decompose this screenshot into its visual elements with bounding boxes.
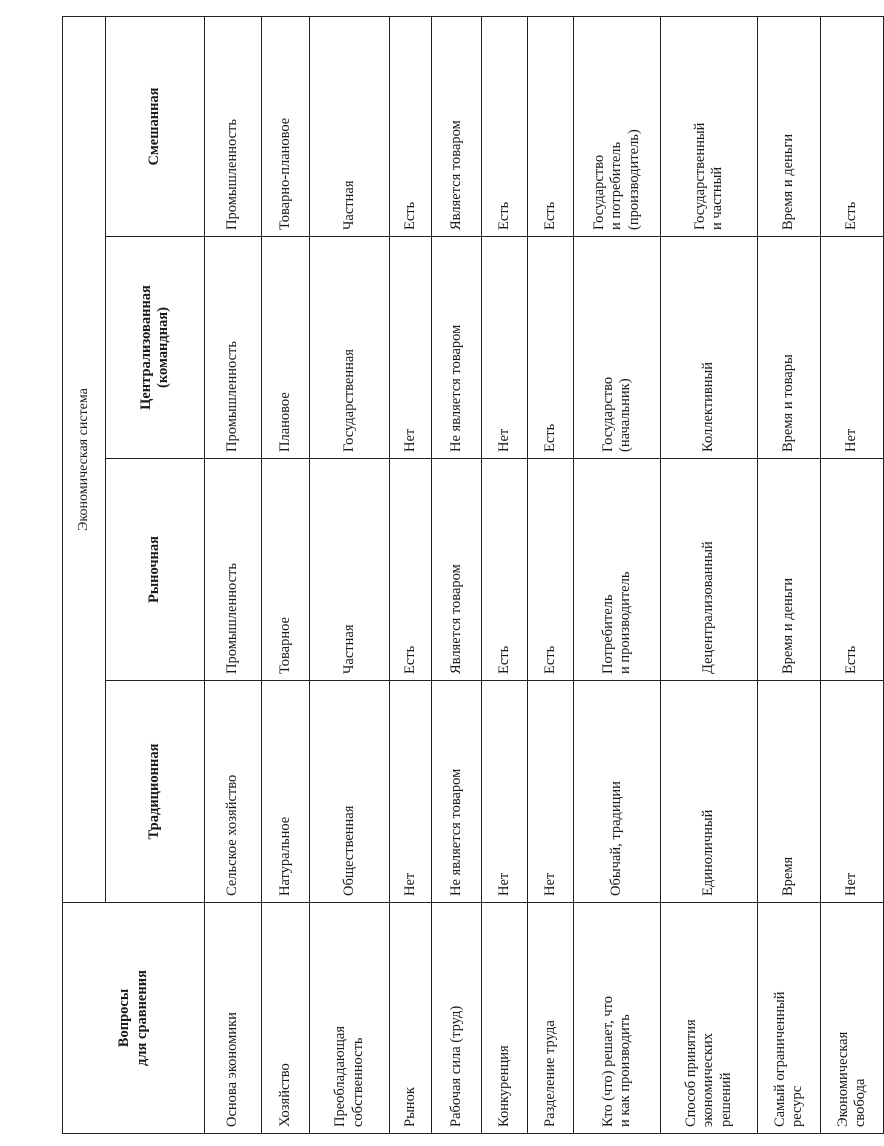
cell-market: Частная (310, 459, 390, 681)
cell-mixed: Частная (310, 16, 390, 236)
cell-command: Государство (начальник) (574, 237, 661, 459)
cell-command: Нет (390, 237, 432, 459)
cell-traditional: Нет (482, 681, 528, 903)
header-market: Рыночная (106, 459, 205, 681)
header-traditional: Традиционная (106, 681, 205, 903)
header-command: Централизованная (командная) (106, 237, 205, 459)
table-row (390, 16, 432, 1133)
row-question: Основа экономики (205, 903, 262, 1134)
cell-mixed: Время и деньги (758, 16, 821, 236)
rotated-table-container (62, 17, 868, 1134)
header-mixed: Смешанная (106, 16, 205, 236)
cell-traditional: Нет (821, 681, 884, 903)
cell-traditional: Единоличный (661, 681, 758, 903)
cell-traditional: Время (758, 681, 821, 903)
row-question: Преобладающая собственность (310, 903, 390, 1134)
cell-mixed: Государство и потребитель (производитель) (574, 16, 661, 236)
cell-mixed: Есть (821, 16, 884, 236)
table-row (821, 16, 884, 1133)
cell-market: Товарное (262, 459, 310, 681)
cell-mixed: Государственный и частный (661, 16, 758, 236)
cell-market: Есть (528, 459, 574, 681)
cell-traditional: Натуральное (262, 681, 310, 903)
row-question: Кто (что) решает, что и как производить (574, 903, 661, 1134)
cell-market: Является товаром (432, 459, 482, 681)
cell-traditional: Не является товаром (432, 681, 482, 903)
cell-command: Государственная (310, 237, 390, 459)
row-question: Рынок (390, 903, 432, 1134)
row-question: Способ принятия экономических решений (661, 903, 758, 1134)
row-question: Конкуренция (482, 903, 528, 1134)
table-row (574, 16, 661, 1133)
cell-command: Нет (482, 237, 528, 459)
cell-command: Время и товары (758, 237, 821, 459)
cell-market: Децентрализованный (661, 459, 758, 681)
cell-command: Плановое (262, 237, 310, 459)
rotated-table-frame (62, 17, 868, 1134)
table-row (482, 16, 528, 1133)
cell-traditional: Нет (390, 681, 432, 903)
cell-command: Промышленность (205, 237, 262, 459)
row-question: Хозяйство (262, 903, 310, 1134)
cell-market: Есть (821, 459, 884, 681)
table-row (262, 16, 310, 1133)
cell-mixed: Есть (528, 16, 574, 236)
header-questions: Вопросы для сравнения (63, 903, 205, 1134)
cell-mixed: Является товаром (432, 16, 482, 236)
cell-market: Время и деньги (758, 459, 821, 681)
economic-systems-table (62, 16, 884, 1134)
cell-command: Коллективный (661, 237, 758, 459)
cell-mixed: Есть (482, 16, 528, 236)
cell-command: Есть (528, 237, 574, 459)
header-economic-system: Экономическая система (63, 16, 106, 902)
cell-traditional: Сельское хозяйство (205, 681, 262, 903)
cell-traditional: Общественная (310, 681, 390, 903)
cell-market: Промышленность (205, 459, 262, 681)
table-row (205, 16, 262, 1133)
cell-traditional: Нет (528, 681, 574, 903)
cell-mixed: Товарно-плановое (262, 16, 310, 236)
row-question: Разделение труда (528, 903, 574, 1134)
cell-command: Не является товаром (432, 237, 482, 459)
cell-command: Нет (821, 237, 884, 459)
cell-mixed: Есть (390, 16, 432, 236)
cell-market: Потребитель и производитель (574, 459, 661, 681)
cell-mixed: Промышленность (205, 16, 262, 236)
row-question: Рабочая сила (труд) (432, 903, 482, 1134)
table-row (758, 16, 821, 1133)
cell-traditional: Обычай, традиции (574, 681, 661, 903)
cell-market: Есть (482, 459, 528, 681)
table-row (432, 16, 482, 1133)
row-question: Экономическая свобода (821, 903, 884, 1134)
row-question: Самый ограниченный ресурс (758, 903, 821, 1134)
cell-market: Есть (390, 459, 432, 681)
table-row (528, 16, 574, 1133)
table-row (310, 16, 390, 1133)
table-row (661, 16, 758, 1133)
